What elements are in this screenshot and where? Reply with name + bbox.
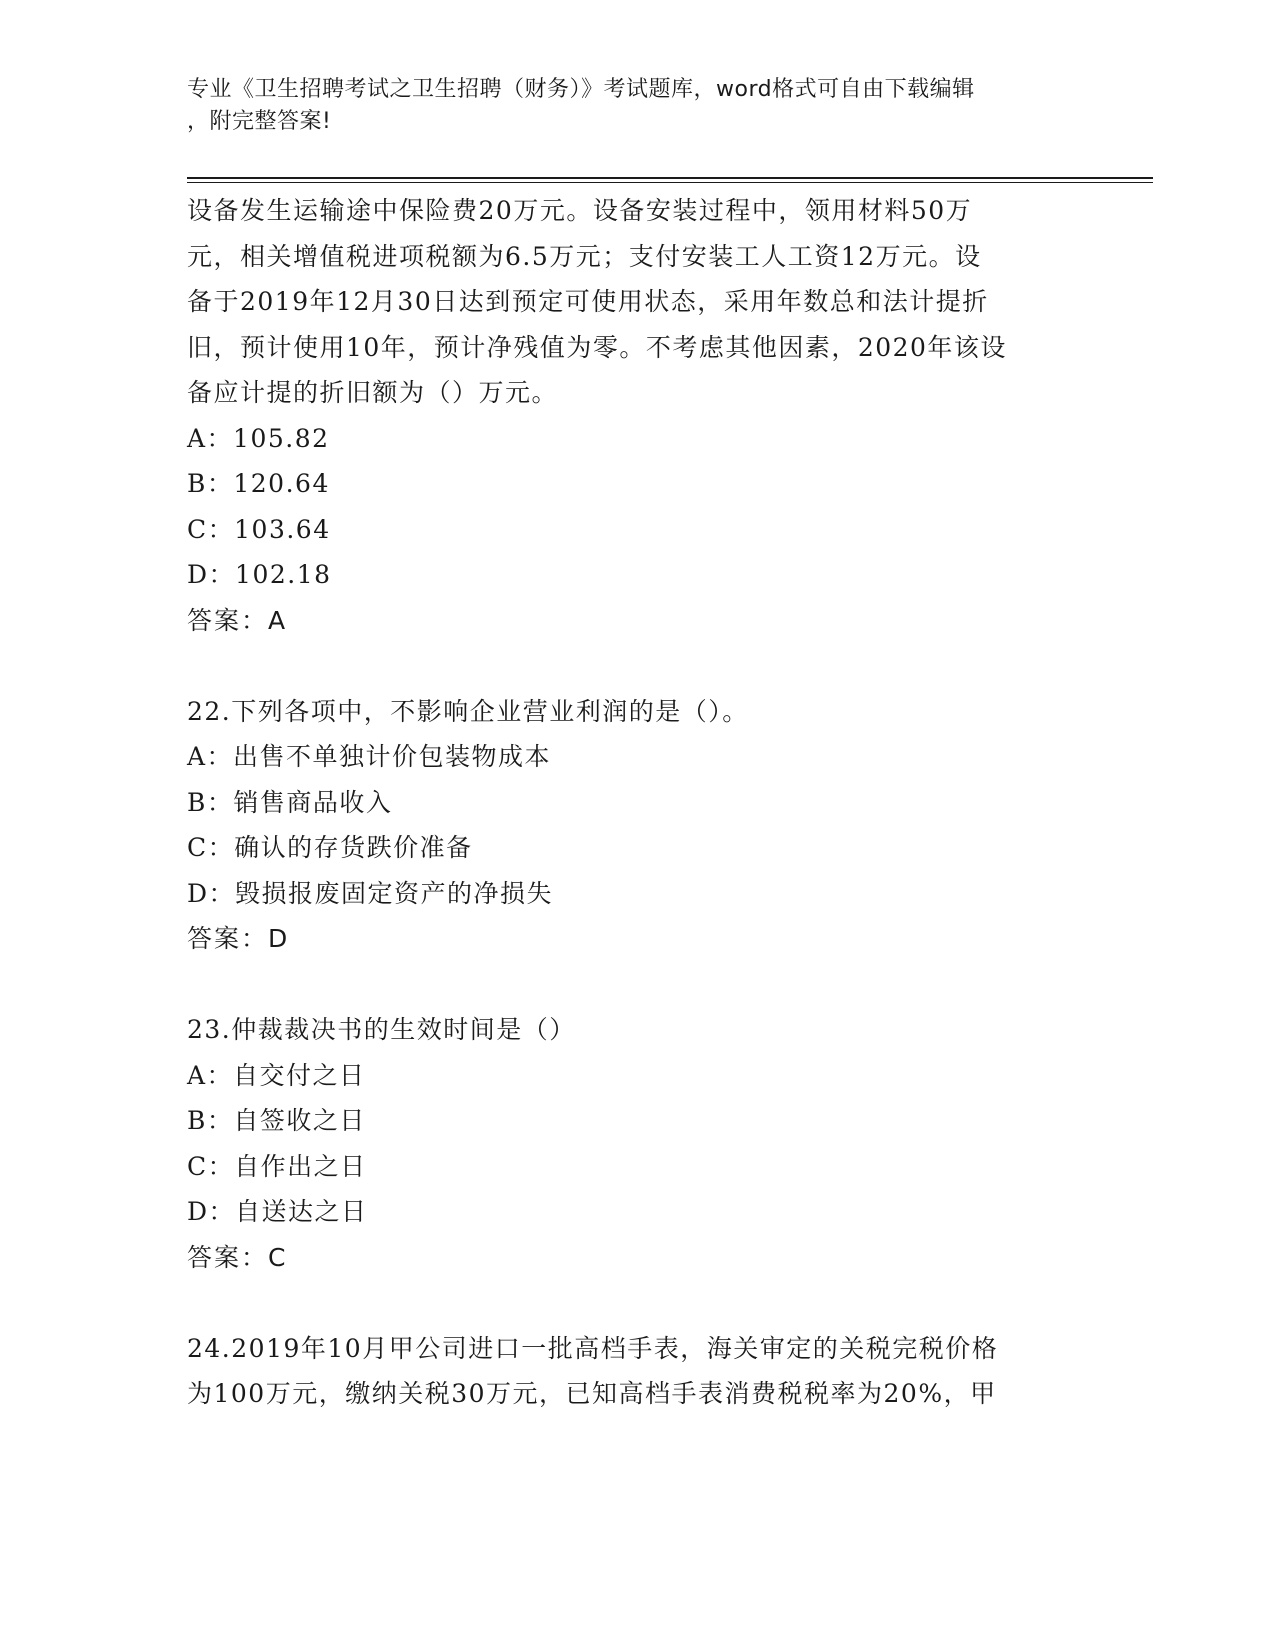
option-b: B：自签收之日 [187,1106,366,1135]
question-24 [187,1326,1087,1417]
question-spacer [187,1280,1087,1326]
question-22 [187,689,1087,962]
stem-line: 旧，预计使用10年，预计净残值为零。不考虑其他因素，2020年该设 [187,332,1007,362]
question-21-stem [187,188,1087,416]
question-spacer [187,643,1087,689]
stem-line: 24.2019年10月甲公司进口一批高档手表，海关审定的关税完税价格 [187,1333,999,1363]
header-divider-thin [187,182,1153,183]
option-d: D：102.18 [187,560,332,589]
question-23 [187,1007,1087,1280]
option-b: B：销售商品收入 [187,787,393,817]
question-21 [187,188,1087,643]
document-header [187,74,1067,138]
option-d: D：自送达之日 [187,1197,368,1226]
option-c: C：103.64 [187,514,331,544]
stem-line: 备应计提的折旧额为（）万元。 [187,378,559,407]
answer-label: 答案：C [187,1242,288,1272]
stem-line: 元，相关增值税进项税额为6.5万元；支付安装工人工资12万元。设 [187,241,982,271]
answer-label: 答案：A [187,605,288,635]
option-c: C：确认的存货跌价准备 [187,833,473,862]
stem-line: 设备发生运输途中保险费20万元。设备安装过程中，领用材料50万 [187,196,973,225]
option-a: A：出售不单独计价包装物成本 [187,742,552,771]
header-divider-thick [187,177,1153,179]
option-a: A：105.82 [187,423,330,453]
option-c: C：自作出之日 [187,1151,367,1181]
header-line-2: ，附完整答案! [187,109,332,134]
question-22-stem: 22.下列各项中，不影响企业营业利润的是（）。 [187,696,749,726]
question-24-stem [187,1326,1087,1417]
answer-label: 答案：D [187,924,290,953]
stem-line: 备于2019年12月30日达到预定可使用状态，采用年数总和法计提折 [187,287,989,316]
stem-line: 为100万元，缴纳关税30万元，已知高档手表消费税税率为20%，甲 [187,1379,997,1408]
option-d: D：毁损报废固定资产的净损失 [187,878,554,908]
option-b: B：120.64 [187,469,330,498]
question-23-stem: 23.仲裁裁决书的生效时间是（） [187,1015,576,1044]
header-line-1: 专业《卫生招聘考试之卫生招聘（财务）》考试题库，word格式可自由下载编辑 [187,77,975,102]
question-spacer [187,962,1087,1008]
option-a: A：自交付之日 [187,1060,366,1090]
question-content [187,188,1087,1417]
